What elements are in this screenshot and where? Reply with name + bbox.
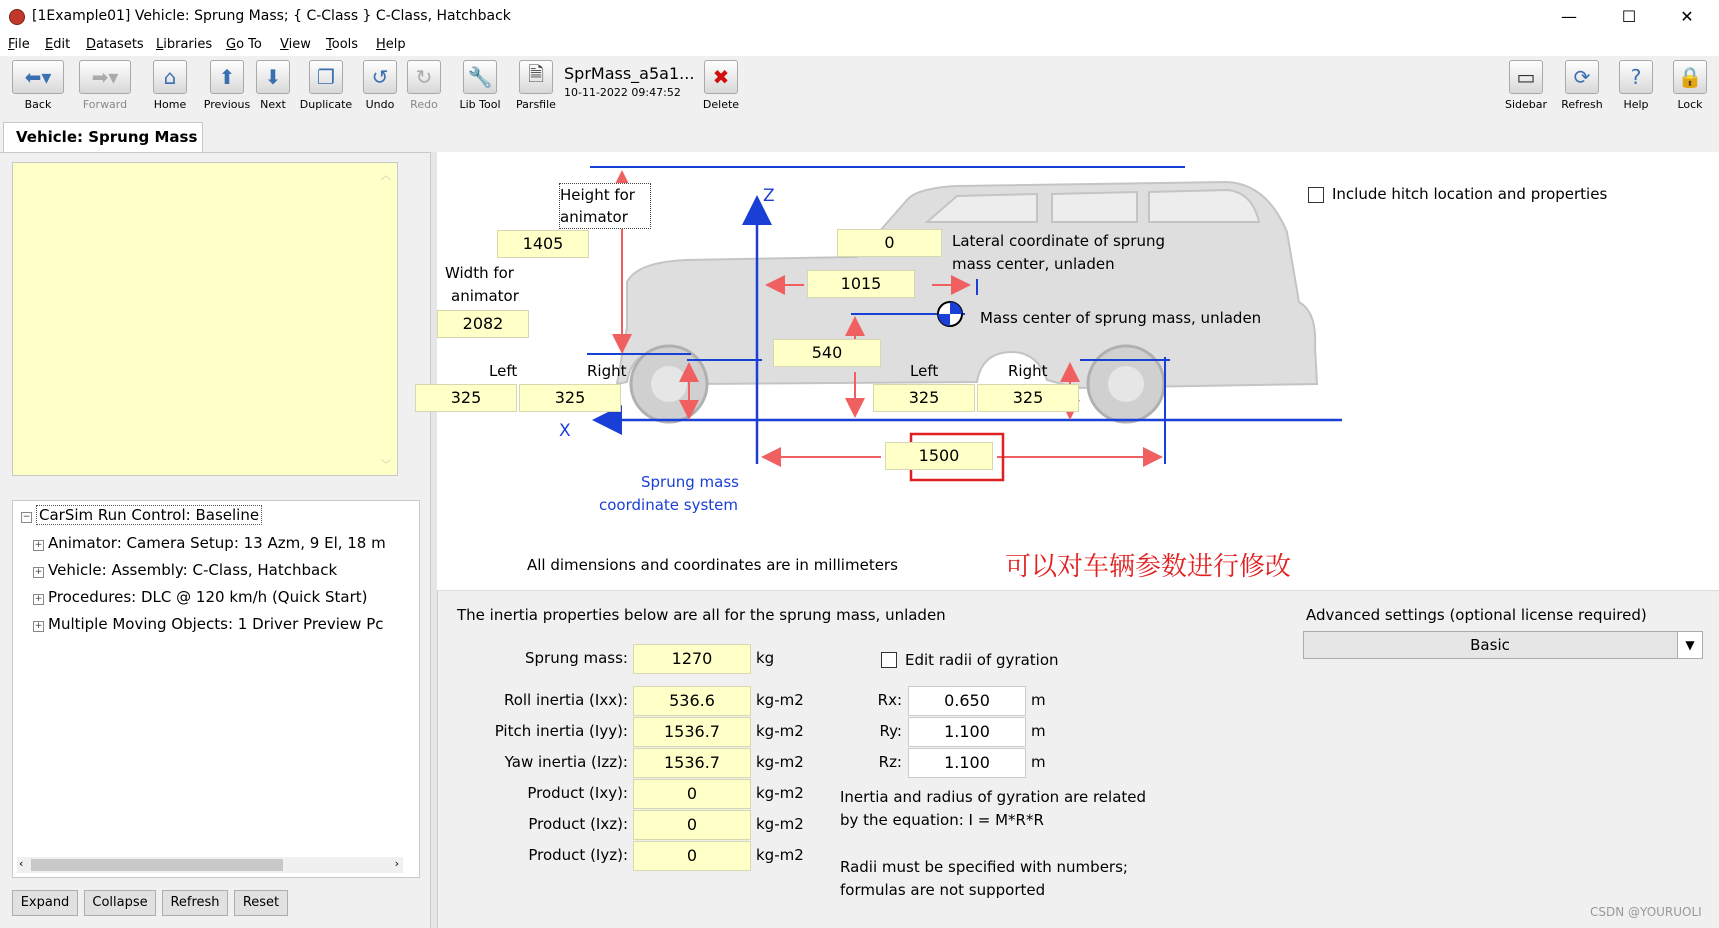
delete-button[interactable]: ✖ Delete — [700, 60, 742, 111]
width-label-line1: Width for — [445, 264, 514, 282]
menu-file[interactable]: File — [8, 37, 30, 52]
product-ixz-label: Product (Ixz): — [528, 815, 628, 833]
reset-button[interactable]: Reset — [234, 890, 288, 916]
title-bar — [0, 0, 1719, 34]
tab-strip — [0, 114, 1719, 153]
yaw-inertia-label: Yaw inertia (Izz): — [504, 753, 628, 771]
units-note: All dimensions and coordinates are in millimeters — [527, 556, 898, 574]
hitch-label: Include hitch location and properties — [1332, 185, 1608, 203]
product-ixy-unit: kg-m2 — [756, 784, 804, 802]
product-iyz-label: Product (Iyz): — [528, 846, 628, 864]
rz-unit: m — [1031, 753, 1046, 771]
toolbar — [0, 56, 1719, 115]
gyration-note-line2: by the equation: I = M*R*R — [840, 811, 1044, 829]
sprung-mass-unit: kg — [756, 649, 775, 667]
width-input[interactable]: 2082 — [437, 310, 529, 338]
close-button[interactable]: ✕ — [1680, 7, 1694, 26]
menu-datasets[interactable]: Datasets — [86, 37, 144, 52]
scroll-up-icon[interactable]: ︿ — [381, 171, 391, 182]
roll-inertia-input[interactable]: 536.6 — [633, 686, 751, 716]
rz-label: Rz: — [878, 753, 902, 771]
refresh-button[interactable]: ⟳ Refresh — [1558, 60, 1606, 111]
collapse-button[interactable]: Collapse — [84, 890, 156, 916]
duplicate-button[interactable]: ❐ Duplicate — [298, 60, 354, 111]
tree-item-vehicle[interactable]: + Vehicle: Assembly: C-Class, Hatchback — [34, 561, 338, 579]
question-icon: ? — [1619, 60, 1653, 94]
tree-item-animator[interactable]: + Animator: Camera Setup: 13 Azm, 9 El, 18 m — [34, 534, 386, 552]
coordinate-system-label-line2: coordinate system — [599, 496, 738, 514]
product-ixz-unit: kg-m2 — [756, 815, 804, 833]
tree-item-moving-objects[interactable]: + Multiple Moving Objects: 1 Driver Preview Pc — [34, 615, 384, 633]
dataset-timestamp: 10-11-2022 09:47:52 — [564, 86, 681, 99]
rear-left-label: Left — [910, 362, 939, 380]
mass-center-label: Mass center of sprung mass, unladen — [980, 309, 1262, 327]
duplicate-icon: ❐ — [309, 60, 343, 94]
help-button[interactable]: ? Help — [1616, 60, 1656, 111]
inertia-intro: The inertia properties below are all for the sprung mass, unladen — [457, 606, 946, 624]
previous-button[interactable]: ⬆ Previous — [202, 60, 252, 111]
cg-height-input[interactable]: 540 — [773, 339, 881, 367]
advanced-settings-label: Advanced settings (optional license required) — [1306, 606, 1647, 624]
radii-note-line1: Radii must be specified with numbers; — [840, 858, 1128, 876]
vehicle-diagram — [437, 152, 1719, 591]
lateral-label-line1: Lateral coordinate of sprung — [952, 232, 1165, 250]
up-arrow-icon: ⬆ — [210, 60, 244, 94]
dataset-name: SprMass_a5a1... — [564, 64, 695, 83]
product-ixy-input[interactable]: 0 — [633, 779, 751, 809]
product-iyz-unit: kg-m2 — [756, 846, 804, 864]
redo-icon: ↻ — [407, 60, 441, 94]
wheelbase-input[interactable]: 1500 — [885, 442, 993, 470]
hitch-checkbox[interactable] — [1308, 187, 1324, 203]
edit-radii-label: Edit radii of gyration — [905, 651, 1059, 669]
front-left-input[interactable]: 325 — [415, 384, 517, 412]
tree-item-procedures[interactable]: + Procedures: DLC @ 120 km/h (Quick Start) — [34, 588, 368, 606]
z-axis-label: Z — [763, 186, 775, 206]
yaw-inertia-input[interactable]: 1536.7 — [633, 748, 751, 778]
x-axis-label: X — [559, 421, 571, 441]
coordinate-system-label-line1: Sprung mass — [641, 473, 739, 491]
rx-input[interactable]: 0.650 — [908, 686, 1026, 716]
expand-icon[interactable]: + — [34, 594, 43, 604]
longitudinal-cg-input[interactable]: 1015 — [807, 270, 915, 298]
undo-icon: ↺ — [363, 60, 397, 94]
lib-tool-button[interactable]: 🔧 Lib Tool — [456, 60, 504, 111]
tab-vehicle-sprung-mass[interactable]: Vehicle: Sprung Mass — [3, 122, 203, 152]
expand-icon[interactable]: + — [34, 567, 43, 577]
collapse-icon[interactable]: − — [22, 512, 31, 522]
roll-inertia-label: Roll inertia (Ixx): — [503, 691, 628, 709]
menu-libraries[interactable]: Libraries — [156, 37, 213, 52]
back-button[interactable]: ⬅▾ Back — [10, 60, 66, 111]
sprung-mass-input[interactable]: 1270 — [633, 644, 751, 674]
expand-icon[interactable]: + — [34, 621, 43, 631]
menu-edit[interactable]: Edit — [45, 37, 71, 52]
run-control-tree[interactable] — [12, 500, 420, 878]
front-right-label: Right — [587, 362, 627, 380]
expand-icon[interactable]: + — [34, 540, 43, 550]
sidebar-button[interactable]: ▭ Sidebar — [1502, 60, 1550, 111]
width-label-line2: animator — [451, 287, 519, 305]
pitch-inertia-label: Pitch inertia (Iyy): — [494, 722, 628, 740]
rear-right-label: Right — [1008, 362, 1048, 380]
expand-button[interactable]: Expand — [12, 890, 78, 916]
sidebar-icon: ▭ — [1509, 60, 1543, 94]
radii-note-line2: formulas are not supported — [840, 881, 1046, 899]
maximize-button[interactable]: ☐ — [1621, 7, 1637, 26]
ry-unit: m — [1031, 722, 1046, 740]
lateral-label-line2: mass center, unladen — [952, 255, 1115, 273]
menu-goto[interactable]: Go To — [226, 37, 262, 52]
rear-left-input[interactable]: 325 — [873, 384, 975, 412]
scroll-right-icon[interactable]: › — [394, 857, 399, 870]
next-button[interactable]: ⬇ Next — [256, 60, 290, 111]
edit-radii-checkbox[interactable] — [881, 652, 897, 668]
lateral-coordinate-input[interactable]: 0 — [837, 229, 942, 257]
edit-parameters-annotation: 可以对车辆参数进行修改 — [1005, 552, 1292, 582]
scroll-down-icon[interactable]: ﹀ — [381, 460, 391, 471]
lock-icon: 🔒 — [1673, 60, 1707, 94]
down-arrow-icon: ⬇ — [256, 60, 290, 94]
scroll-left-icon[interactable]: ‹ — [19, 857, 24, 870]
product-iyz-input[interactable]: 0 — [633, 841, 751, 871]
menu-view[interactable]: View — [280, 37, 311, 52]
height-input[interactable]: 1405 — [497, 230, 589, 258]
advanced-settings-value: Basic — [1470, 636, 1510, 654]
refresh-icon: ⟳ — [1565, 60, 1599, 94]
undo-button[interactable]: ↺ Undo — [362, 60, 398, 111]
advanced-settings-dropdown[interactable] — [1303, 631, 1703, 659]
rx-label: Rx: — [877, 691, 902, 709]
window-title: [1Example01] Vehicle: Sprung Mass; { C-Class } C-Class, Hatchback — [32, 8, 511, 24]
pitch-inertia-unit: kg-m2 — [756, 722, 804, 740]
parsfile-button[interactable]: 🗎 Parsfile — [516, 62, 556, 111]
back-arrow-icon: ⬅▾ — [12, 60, 64, 94]
chevron-down-icon[interactable]: ▼ — [1677, 632, 1702, 658]
lock-button[interactable]: 🔒 Lock — [1670, 60, 1710, 111]
yaw-inertia-unit: kg-m2 — [756, 753, 804, 771]
menu-bar — [0, 34, 1719, 56]
rz-input[interactable]: 1.100 — [908, 748, 1026, 778]
pitch-inertia-input[interactable]: 1536.7 — [633, 717, 751, 747]
horizontal-scrollbar[interactable] — [17, 857, 403, 873]
tree-root[interactable]: − CarSim Run Control: Baseline — [21, 506, 262, 524]
product-ixz-input[interactable]: 0 — [633, 810, 751, 840]
document-icon: 🗎 — [519, 60, 553, 94]
height-label: Height for animator — [559, 183, 651, 229]
front-left-label: Left — [489, 362, 518, 380]
delete-x-icon: ✖ — [704, 60, 738, 94]
rear-right-input[interactable]: 325 — [977, 384, 1079, 412]
sprung-mass-label: Sprung mass: — [524, 649, 628, 667]
wrench-icon: 🔧 — [463, 60, 497, 94]
notes-area[interactable] — [12, 162, 398, 476]
scrollbar-thumb[interactable] — [31, 859, 283, 871]
forward-arrow-icon: ➡▾ — [79, 60, 131, 94]
product-ixy-label: Product (Ixy): — [527, 784, 628, 802]
forward-button[interactable]: ➡▾ Forward — [76, 60, 134, 111]
rx-unit: m — [1031, 691, 1046, 709]
mass-center-icon — [938, 302, 962, 326]
app-icon — [9, 9, 25, 25]
menu-tools[interactable]: Tools — [326, 37, 359, 52]
ry-label: Ry: — [879, 722, 902, 740]
gyration-note-line1: Inertia and radius of gyration are related — [840, 788, 1147, 806]
roll-inertia-unit: kg-m2 — [756, 691, 804, 709]
home-icon: ⌂ — [153, 60, 187, 94]
home-button[interactable]: ⌂ Home — [150, 60, 190, 111]
menu-help[interactable]: Help — [376, 37, 406, 52]
ry-input[interactable]: 1.100 — [908, 717, 1026, 747]
tree-refresh-button[interactable]: Refresh — [162, 890, 228, 916]
redo-button[interactable]: ↻ Redo — [406, 60, 442, 111]
front-right-input[interactable]: 325 — [519, 384, 621, 412]
watermark: CSDN @YOURUOLI — [1590, 905, 1702, 919]
minimize-button[interactable]: — — [1561, 7, 1577, 26]
